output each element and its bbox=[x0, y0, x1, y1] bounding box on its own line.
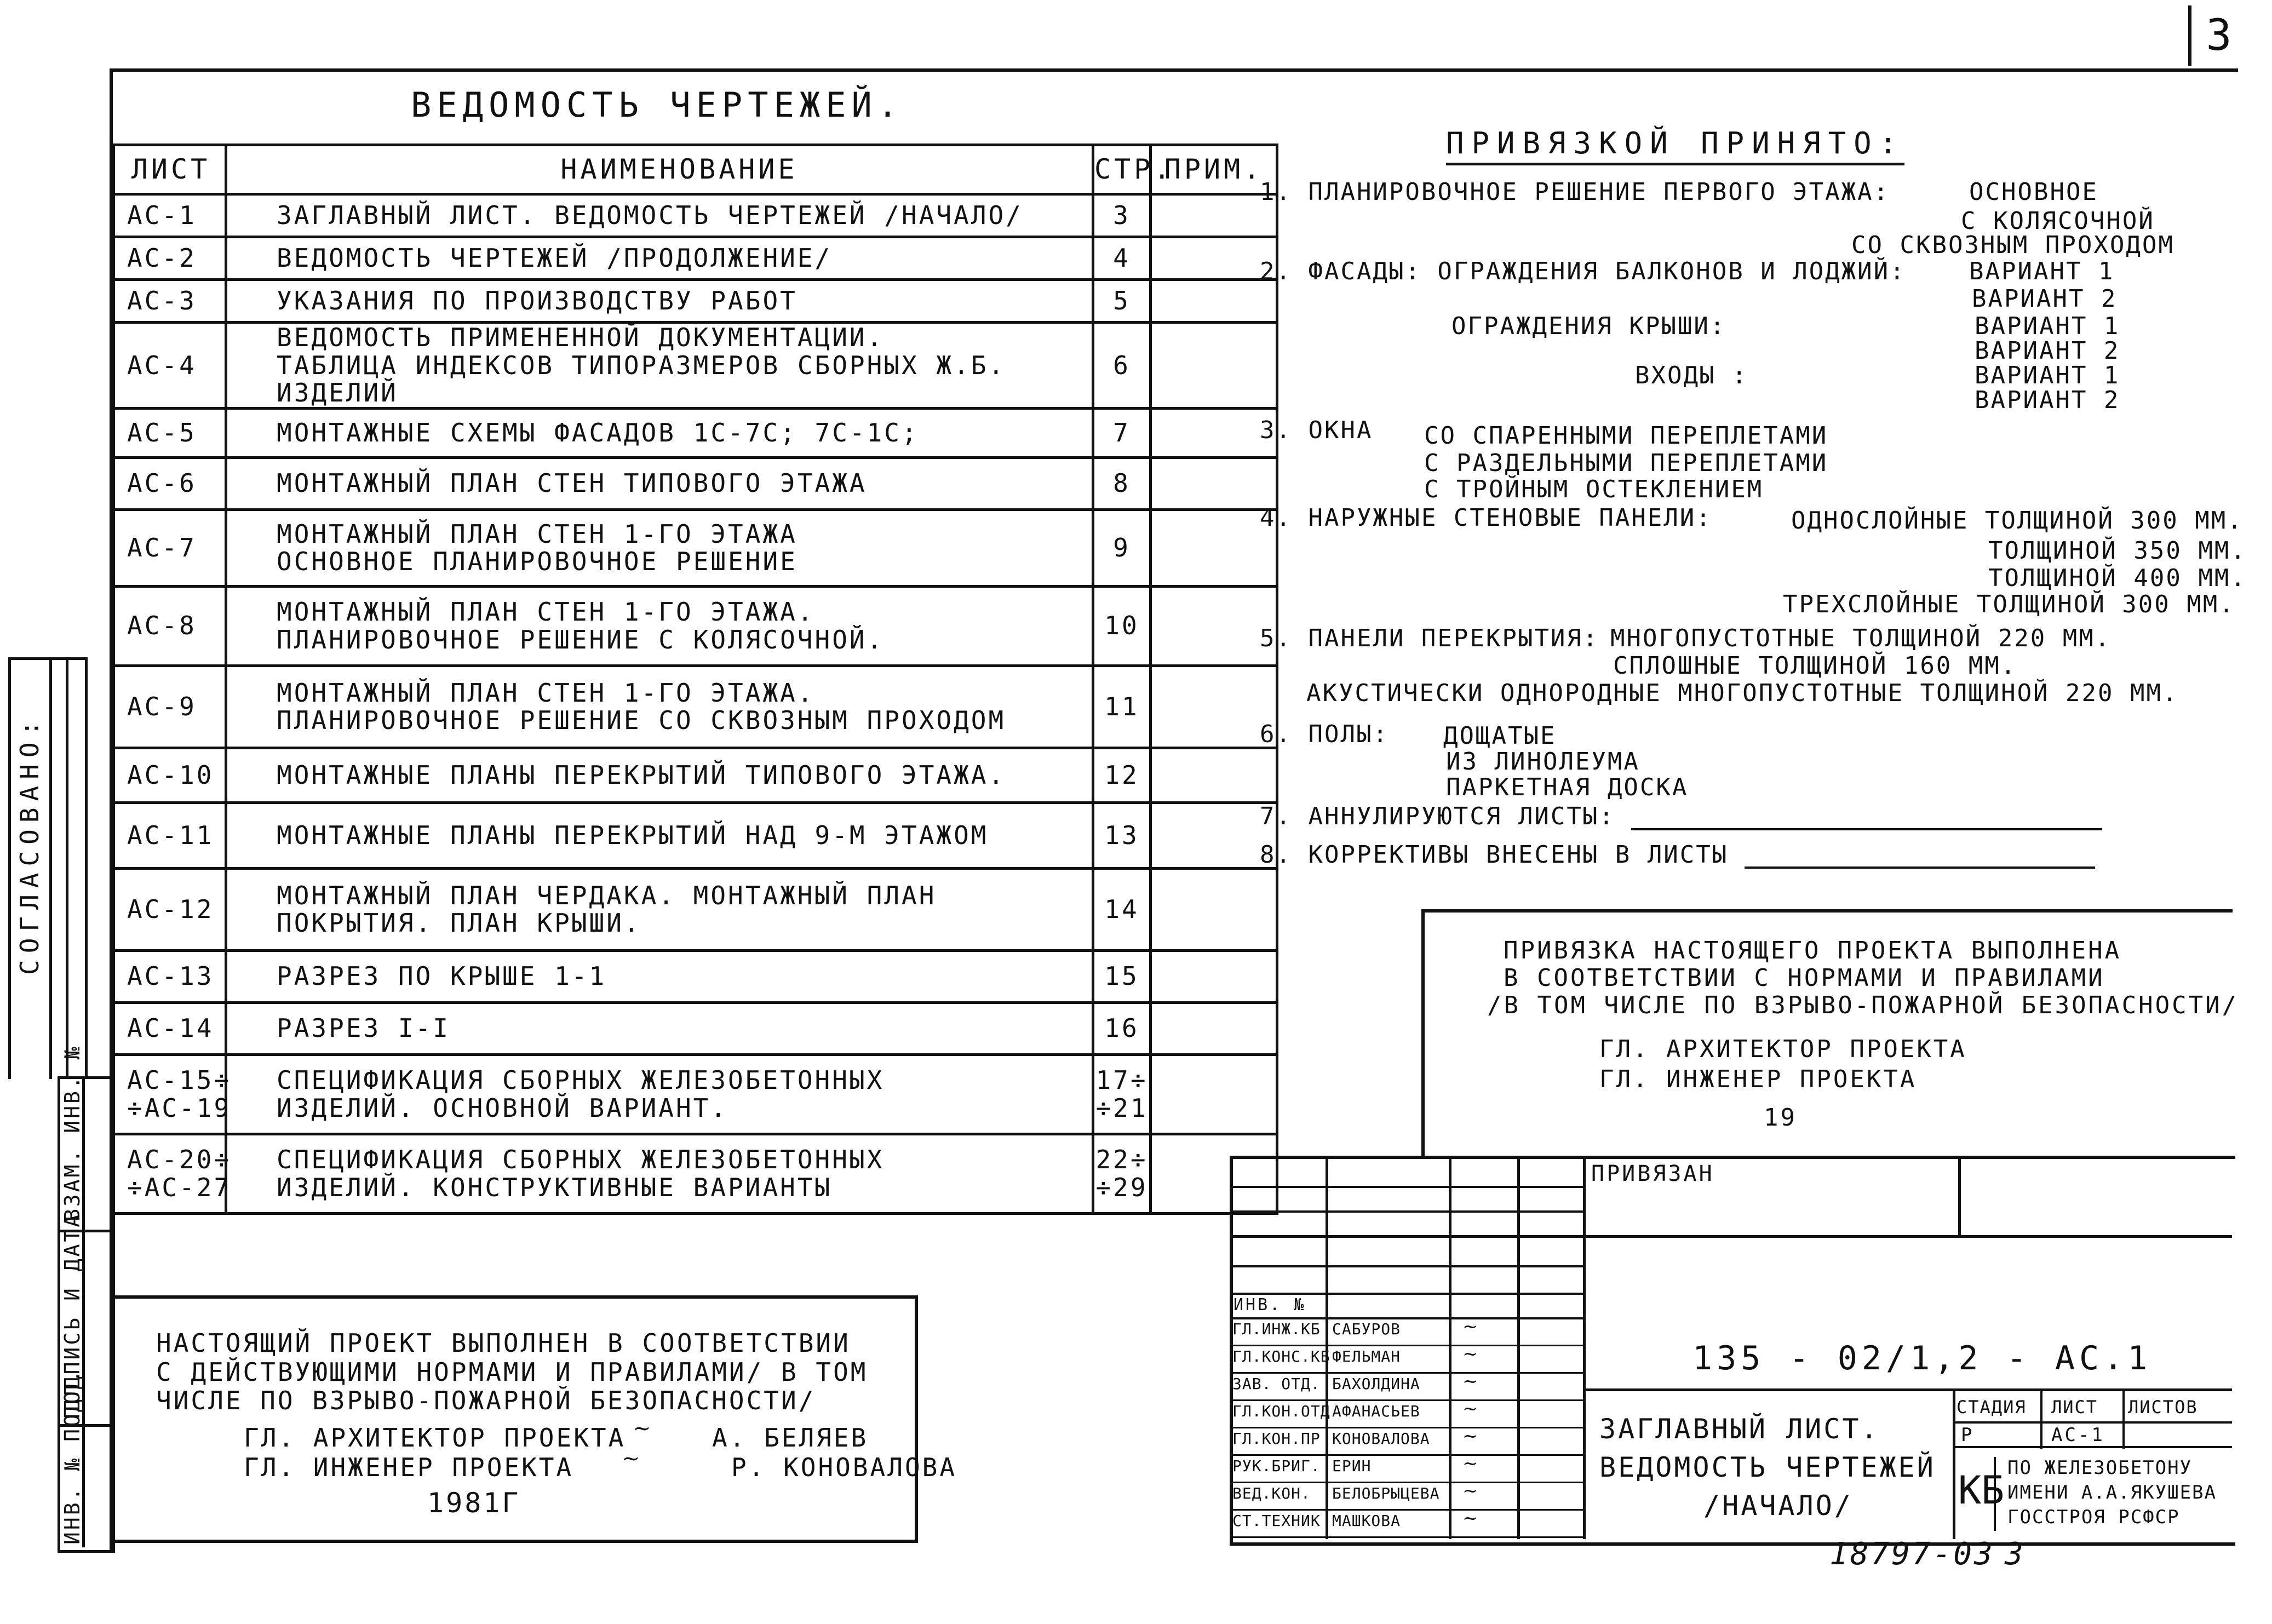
note-2-entrance-v2: ВАРИАНТ 2 bbox=[1975, 386, 2120, 414]
drawing-code: 135 - 02/1,2 - АС.1 bbox=[1692, 1339, 2152, 1378]
note-3-label: 3. ОКНА bbox=[1260, 416, 1373, 444]
note-2-balcony-v1: ВАРИАНТ 1 bbox=[1969, 257, 2115, 285]
register-cell-sheet: АС-5 bbox=[114, 408, 226, 457]
signer-role: СТ.ТЕХНИК bbox=[1232, 1512, 1321, 1530]
signer-signature: ~ bbox=[1462, 1453, 1478, 1474]
register-cell-page: 17÷ ÷21 bbox=[1093, 1054, 1151, 1134]
archive-number: 18797-03 bbox=[1829, 1536, 1995, 1572]
note-1-option-b: С КОЛЯСОЧНОЙ bbox=[1961, 207, 2155, 235]
list-header: ЛИСТ bbox=[2051, 1397, 2098, 1418]
register-header-row bbox=[114, 145, 1277, 194]
register-cell-sheet: АС-10 bbox=[114, 748, 226, 802]
agreed-label: СОГЛАСОВАНО: bbox=[15, 714, 44, 975]
signer-role: ЗАВ. ОТД. bbox=[1232, 1375, 1321, 1393]
register-cell-name: ВЕДОМОСТЬ ЧЕРТЕЖЕЙ /ПРОДОЛЖЕНИЕ/ bbox=[226, 237, 1093, 280]
col-sheet-header: ЛИСТ bbox=[114, 145, 226, 194]
register-title: ВЕДОМОСТЬ ЧЕРТЕЖЕЙ. bbox=[411, 85, 904, 125]
register-cell-note bbox=[1151, 1054, 1277, 1134]
register-cell-sheet: АС-7 bbox=[114, 509, 226, 586]
register-cell-page: 5 bbox=[1093, 280, 1151, 323]
register-cell-page: 9 bbox=[1093, 509, 1151, 586]
note-1-option-c: СО СКВОЗНЫМ ПРОХОДОМ bbox=[1851, 231, 2175, 259]
signer-name: САБУРОВ bbox=[1332, 1320, 1401, 1338]
register-cell-sheet: АС-12 bbox=[114, 868, 226, 950]
replace-inv-label: ВЗАМ. ИНВ. № bbox=[60, 1045, 84, 1221]
note-2-balcony-v2: ВАРИАНТ 2 bbox=[1972, 285, 2118, 313]
signer-name: БЕЛОБРЫЦЕВА bbox=[1332, 1484, 1440, 1502]
register-row bbox=[114, 280, 1277, 323]
compliance-year: 1981Г bbox=[427, 1487, 521, 1519]
register-row bbox=[114, 1002, 1277, 1054]
compliance-line-1: НАСТОЯЩИЙ ПРОЕКТ ВЫПОЛНЕН В СООТВЕТСТВИИ bbox=[156, 1328, 851, 1358]
note-2-roof-v2: ВАРИАНТ 2 bbox=[1975, 337, 2120, 365]
binding-line-1: ПРИВЯЗКА НАСТОЯЩЕГО ПРОЕКТА ВЫПОЛНЕНА bbox=[1504, 937, 2122, 965]
register-cell-sheet: АС-6 bbox=[114, 457, 226, 509]
signer-role: РУК.БРИГ. bbox=[1232, 1457, 1321, 1475]
note-2-label: 2. ФАСАДЫ: ОГРАЖДЕНИЯ БАЛКОНОВ И ЛОДЖИЙ: bbox=[1260, 257, 1906, 285]
note-6-label: 6. ПОЛЫ: bbox=[1260, 720, 1389, 748]
register-row bbox=[114, 665, 1277, 748]
register-cell-name: ВЕДОМОСТЬ ПРИМЕНЕННОЙ ДОКУМЕНТАЦИИ. ТАБЛИЦА ИНДЕКСОВ ТИПОРАЗМЕРОВ СБОРНЫХ Ж.Б. ИЗДЕЛИЙ bbox=[226, 323, 1093, 409]
binding-chief-architect: ГЛ. АРХИТЕКТОР ПРОЕКТА bbox=[1599, 1035, 1967, 1063]
register-cell-note bbox=[1151, 802, 1277, 868]
compliance-line-2: С ДЕЙСТВУЮЩИМИ НОРМАМИ И ПРАВИЛАМИ/ В ТОМ bbox=[156, 1357, 868, 1387]
register-cell-name: МОНТАЖНЫЕ ПЛАНЫ ПЕРЕКРЫТИЙ НАД 9-М ЭТАЖОМ bbox=[226, 802, 1093, 868]
register-cell-sheet: АС-13 bbox=[114, 950, 226, 1002]
register-cell-name: ЗАГЛАВНЫЙ ЛИСТ. ВЕДОМОСТЬ ЧЕРТЕЖЕЙ /НАЧАЛО/ bbox=[226, 194, 1093, 237]
register-cell-name: СПЕЦИФИКАЦИЯ СБОРНЫХ ЖЕЛЕЗОБЕТОННЫХ ИЗДЕЛИЙ. ОСНОВНОЙ ВАРИАНТ. bbox=[226, 1054, 1093, 1134]
register-row bbox=[114, 748, 1277, 802]
register-cell-name: МОНТАЖНЫЕ СХЕМЫ ФАСАДОВ 1С-7С; 7С-1С; bbox=[226, 408, 1093, 457]
note-5-label: 5. ПАНЕЛИ ПЕРЕКРЫТИЯ: bbox=[1260, 624, 1599, 652]
engineer-signature: ~ bbox=[622, 1446, 640, 1471]
note-4-option-d: ТРЕХСЛОЙНЫЕ ТОЛЩИНОЙ 300 ММ. bbox=[1783, 590, 2235, 618]
register-cell-sheet: АС-9 bbox=[114, 665, 226, 748]
register-cell-name: МОНТАЖНЫЙ ПЛАН СТЕН 1-ГО ЭТАЖА. ПЛАНИРОВОЧНОЕ РЕШЕНИЕ С КОЛЯСОЧНОЙ. bbox=[226, 586, 1093, 665]
compliance-engineer-name: Р. КОНОВАЛОВА bbox=[731, 1453, 957, 1482]
org-line-2: ИМЕНИ А.А.ЯКУШЕВА bbox=[2007, 1482, 2217, 1504]
register-cell-note bbox=[1151, 665, 1277, 748]
register-cell-name: РАЗРЕЗ ПО КРЫШЕ 1-1 bbox=[226, 950, 1093, 1002]
register-cell-page: 13 bbox=[1093, 802, 1151, 868]
register-cell-note bbox=[1151, 408, 1277, 457]
register-row bbox=[114, 457, 1277, 509]
register-row bbox=[114, 868, 1277, 950]
register-row bbox=[114, 586, 1277, 665]
register-cell-page: 10 bbox=[1093, 586, 1151, 665]
register-cell-note bbox=[1151, 868, 1277, 950]
register-cell-name: МОНТАЖНЫЕ ПЛАНЫ ПЕРЕКРЫТИЙ ТИПОВОГО ЭТАЖА. bbox=[226, 748, 1093, 802]
note-6-option-b: ИЗ ЛИНОЛЕУМА bbox=[1446, 748, 1640, 776]
signer-name: КОНОВАЛОВА bbox=[1332, 1430, 1430, 1448]
register-cell-page: 16 bbox=[1093, 1002, 1151, 1054]
lists-header: ЛИСТОВ bbox=[2128, 1397, 2198, 1418]
note-5-option-c: АКУСТИЧЕСКИ ОДНОРОДНЫЕ МНОГОПУСТОТНЫЕ ТОЛЩИНОЙ 220 ММ. bbox=[1306, 679, 2179, 707]
signer-signature: ~ bbox=[1462, 1425, 1478, 1447]
register-cell-note bbox=[1151, 509, 1277, 586]
register-cell-sheet: АС-1 bbox=[114, 194, 226, 237]
list-value: АС-1 bbox=[2051, 1424, 2105, 1446]
register-cell-page: 11 bbox=[1093, 665, 1151, 748]
org-line-3: ГОССТРОЯ РСФСР bbox=[2007, 1506, 2180, 1528]
note-1-option-a: ОСНОВНОЕ bbox=[1969, 178, 2098, 206]
sign-date-label: ПОДПИСЬ И ДАТА bbox=[60, 1212, 84, 1419]
register-body bbox=[114, 194, 1277, 1214]
stage-header: СТАДИЯ bbox=[1957, 1397, 2027, 1418]
note-4-label: 4. НАРУЖНЫЕ СТЕНОВЫЕ ПАНЕЛИ: bbox=[1260, 504, 1712, 532]
register-cell-page: 3 bbox=[1093, 194, 1151, 237]
register-row bbox=[114, 408, 1277, 457]
signer-signature: ~ bbox=[1462, 1398, 1478, 1420]
signer-signature: ~ bbox=[1462, 1480, 1478, 1502]
note-4-option-a: ОДНОСЛОЙНЫЕ ТОЛЩИНОЙ 300 ММ. bbox=[1791, 507, 2244, 535]
register-cell-sheet: АС-8 bbox=[114, 586, 226, 665]
register-cell-sheet: АС-15÷ ÷АС-19 bbox=[114, 1054, 226, 1134]
approval-strip bbox=[8, 657, 110, 1547]
register-cell-note bbox=[1151, 194, 1277, 237]
note-6-option-c: ПАРКЕТНАЯ ДОСКА bbox=[1446, 773, 1689, 801]
signer-name: ФЕЛЬМАН bbox=[1332, 1347, 1401, 1365]
note-3-option-b: С РАЗДЕЛЬНЫМИ ПЕРЕПЛЕТАМИ bbox=[1424, 449, 1828, 477]
register-cell-sheet: АС-14 bbox=[114, 1002, 226, 1054]
note-2-entrance-label: ВХОДЫ : bbox=[1635, 361, 1748, 389]
stage-value: Р bbox=[1961, 1424, 1975, 1446]
register-row bbox=[114, 194, 1277, 237]
register-cell-note bbox=[1151, 280, 1277, 323]
register-cell-page: 12 bbox=[1093, 748, 1151, 802]
signer-signature: ~ bbox=[1462, 1343, 1478, 1365]
register-cell-name: СПЕЦИФИКАЦИЯ СБОРНЫХ ЖЕЛЕЗОБЕТОННЫХ ИЗДЕЛИЙ. КОНСТРУКТИВНЫЕ ВАРИАНТЫ bbox=[226, 1134, 1093, 1213]
signer-signature: ~ bbox=[1462, 1316, 1478, 1338]
register-cell-sheet: АС-3 bbox=[114, 280, 226, 323]
register-cell-page: 22÷ ÷29 bbox=[1093, 1134, 1151, 1213]
note-3-option-a: СО СПАРЕННЫМИ ПЕРЕПЛЕТАМИ bbox=[1424, 422, 1828, 450]
signer-signature: ~ bbox=[1462, 1370, 1478, 1392]
register-cell-name: РАЗРЕЗ I-I bbox=[226, 1002, 1093, 1054]
note-4-option-b: ТОЛЩИНОЙ 350 ММ. bbox=[1988, 537, 2247, 565]
page-number: 3 bbox=[2188, 5, 2246, 66]
org-mark: КБ bbox=[1958, 1468, 2005, 1513]
register-cell-note bbox=[1151, 237, 1277, 280]
sheet-title-3: /НАЧАЛО/ bbox=[1703, 1490, 1853, 1522]
register-row bbox=[114, 950, 1277, 1002]
register-cell-page: 4 bbox=[1093, 237, 1151, 280]
col-note-header: ПРИМ. bbox=[1151, 145, 1277, 194]
register-cell-name: УКАЗАНИЯ ПО ПРОИЗВОДСТВУ РАБОТ bbox=[226, 280, 1093, 323]
compliance-chief-engineer: ГЛ. ИНЖЕНЕР ПРОЕКТА bbox=[244, 1453, 574, 1482]
signer-signature: ~ bbox=[1462, 1507, 1478, 1529]
register-cell-note bbox=[1151, 586, 1277, 665]
note-4-option-c: ТОЛЩИНОЙ 400 ММ. bbox=[1988, 564, 2247, 592]
note-3-option-c: С ТРОЙНЫМ ОСТЕКЛЕНИЕМ bbox=[1424, 475, 1764, 503]
note-7-label: 7. АННУЛИРУЮТСЯ ЛИСТЫ: bbox=[1260, 802, 1615, 830]
register-cell-page: 14 bbox=[1093, 868, 1151, 950]
register-cell-name: МОНТАЖНЫЙ ПЛАН СТЕН ТИПОВОГО ЭТАЖА bbox=[226, 457, 1093, 509]
binding-year: 19 bbox=[1764, 1104, 1797, 1132]
binding-line-3: /В ТОМ ЧИСЛЕ ПО ВЗРЫВО-ПОЖАРНОЙ БЕЗОПАСНОСТИ/ bbox=[1487, 991, 2239, 1019]
register-cell-sheet: АС-11 bbox=[114, 802, 226, 868]
note-5-option-a: МНОГОПУСТОТНЫЕ ТОЛЩИНОЙ 220 ММ. bbox=[1610, 624, 2112, 652]
compliance-architect-name: А. БЕЛЯЕВ bbox=[712, 1423, 869, 1453]
signer-name: МАШКОВА bbox=[1332, 1512, 1401, 1530]
register-cell-name: МОНТАЖНЫЙ ПЛАН ЧЕРДАКА. МОНТАЖНЫЙ ПЛАН ПОКРЫТИЯ. ПЛАН КРЫШИ. bbox=[226, 868, 1093, 950]
signer-role: ГЛ.ИНЖ.КБ bbox=[1232, 1320, 1321, 1338]
register-cell-sheet: АС-4 bbox=[114, 323, 226, 409]
col-page-header: СТР. bbox=[1093, 145, 1151, 194]
register-cell-name: МОНТАЖНЫЙ ПЛАН СТЕН 1-ГО ЭТАЖА ОСНОВНОЕ ПЛАНИРОВОЧНОЕ РЕШЕНИЕ bbox=[226, 509, 1093, 586]
note-2-roof-label: ОГРАЖДЕНИЯ КРЫШИ: bbox=[1451, 312, 1726, 340]
inv-label: ИНВ. № bbox=[1233, 1295, 1306, 1315]
register-cell-page: 6 bbox=[1093, 323, 1151, 409]
sheet-title-1: ЗАГЛАВНЫЙ ЛИСТ. bbox=[1599, 1413, 1880, 1445]
register-cell-page: 15 bbox=[1093, 950, 1151, 1002]
binding-line-2: В СООТВЕТСТВИИ С НОРМАМИ И ПРАВИЛАМИ bbox=[1504, 964, 2105, 992]
note-8-fill-line bbox=[1745, 845, 2095, 869]
sheet-title-2: ВЕДОМОСТЬ ЧЕРТЕЖЕЙ bbox=[1599, 1451, 1936, 1483]
signer-name: БАХОЛДИНА bbox=[1332, 1375, 1420, 1393]
register-cell-page: 7 bbox=[1093, 408, 1151, 457]
signer-role: ГЛ.КОНС.КБ bbox=[1232, 1347, 1330, 1365]
archive-page: 3 bbox=[2005, 1536, 2026, 1572]
notes-title: ПРИВЯЗКОЙ ПРИНЯТО: bbox=[1446, 126, 1904, 165]
note-2-entrance-v1: ВАРИАНТ 1 bbox=[1975, 361, 2120, 389]
register-cell-page: 8 bbox=[1093, 457, 1151, 509]
note-6-option-a: ДОЩАТЫЕ bbox=[1443, 722, 1557, 750]
col-name-header: НАИМЕНОВАНИЕ bbox=[226, 145, 1093, 194]
register-row bbox=[114, 509, 1277, 586]
bound-label: ПРИВЯЗАН bbox=[1591, 1161, 1714, 1186]
note-8 bbox=[1260, 841, 2095, 869]
register-cell-note bbox=[1151, 323, 1277, 409]
register-row bbox=[114, 802, 1277, 868]
signer-role: ГЛ.КОН.ОТД bbox=[1232, 1402, 1330, 1420]
register-cell-note bbox=[1151, 1002, 1277, 1054]
binding-chief-engineer: ГЛ. ИНЖЕНЕР ПРОЕКТА bbox=[1599, 1065, 1917, 1093]
register-cell-note bbox=[1151, 457, 1277, 509]
architect-signature: ~ bbox=[633, 1416, 651, 1441]
register-cell-note bbox=[1151, 950, 1277, 1002]
register-cell-sheet: АС-2 bbox=[114, 237, 226, 280]
note-7-fill-line bbox=[1631, 806, 2102, 830]
signer-role: ГЛ.КОН.ПР bbox=[1232, 1430, 1321, 1448]
register-row bbox=[114, 237, 1277, 280]
compliance-line-3: ЧИСЛЕ ПО ВЗРЫВО-ПОЖАРНОЙ БЕЗОПАСНОСТИ/ bbox=[156, 1386, 816, 1415]
register-cell-note bbox=[1151, 748, 1277, 802]
note-1-label: 1. ПЛАНИРОВОЧНОЕ РЕШЕНИЕ ПЕРВОГО ЭТАЖА: bbox=[1260, 178, 1890, 206]
register-cell-sheet: АС-20÷ ÷АС-27 bbox=[114, 1134, 226, 1213]
org-line-1: ПО ЖЕЛЕЗОБЕТОНУ bbox=[2007, 1457, 2193, 1479]
signer-role: ВЕД.КОН. bbox=[1232, 1484, 1311, 1502]
signer-name: АФАНАСЬЕВ bbox=[1332, 1402, 1420, 1420]
drawings-register-table bbox=[112, 144, 1278, 1215]
register-row bbox=[114, 1134, 1277, 1213]
signer-name: ЕРИН bbox=[1332, 1457, 1372, 1475]
note-5-option-b: СПЛОШНЫЕ ТОЛЩИНОЙ 160 ММ. bbox=[1613, 652, 2017, 680]
note-8-label: 8. КОРРЕКТИВЫ ВНЕСЕНЫ В ЛИСТЫ bbox=[1260, 841, 1729, 869]
register-row bbox=[114, 1054, 1277, 1134]
register-row bbox=[114, 323, 1277, 409]
note-2-roof-v1: ВАРИАНТ 1 bbox=[1975, 312, 2120, 340]
compliance-chief-architect: ГЛ. АРХИТЕКТОР ПРОЕКТА bbox=[244, 1423, 626, 1453]
inv-orig-label: ИНВ. № ПОДЛ. bbox=[60, 1368, 84, 1545]
register-cell-name: МОНТАЖНЫЙ ПЛАН СТЕН 1-ГО ЭТАЖА. ПЛАНИРОВОЧНОЕ РЕШЕНИЕ СО СКВОЗНЫМ ПРОХОДОМ bbox=[226, 665, 1093, 748]
note-7 bbox=[1260, 802, 2102, 830]
